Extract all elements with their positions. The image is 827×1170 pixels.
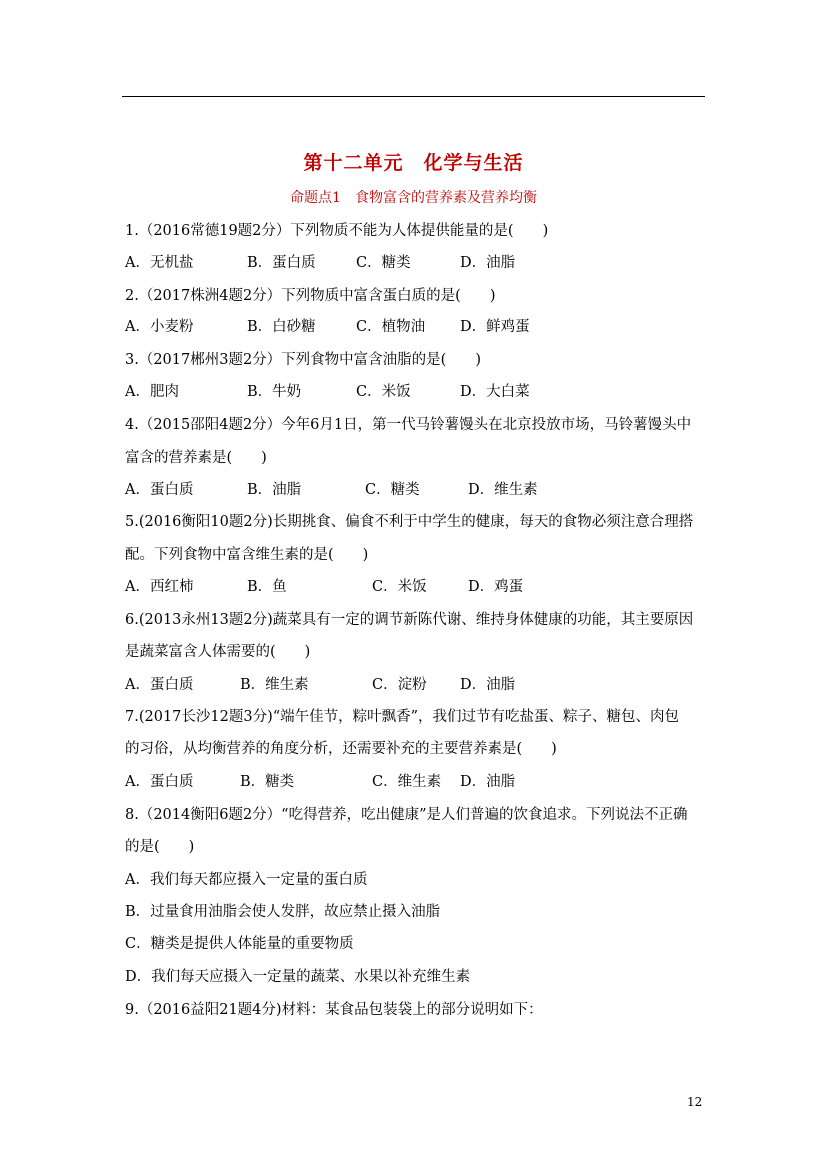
question-1-option-c: C．糖类 [356,255,411,271]
question-3-option-c: C．米饭 [356,384,411,400]
question-1-option-d: D．油脂 [460,255,516,271]
section-title: 命题点1 食物富含的营养素及营养均衡 [290,190,537,206]
question-7-option-d: D．油脂 [460,774,516,790]
question-6-option-d: D．油脂 [460,677,516,693]
question-9-stem: 9.（2016益阳21题4分)材料：某食品包装袋上的部分说明如下： [125,1002,543,1018]
question-2-stem: 2.（2017株洲4题2分）下列物质中富含蛋白质的是( ) [125,288,496,304]
question-7-option-b: B．糖类 [240,774,295,790]
question-8-stem-line-2: 的是( ) [125,839,195,855]
question-8-option-b: B．过量食用油脂会使人发胖，故应禁止摄入油脂 [125,904,441,920]
question-2-option-a: A．小麦粉 [125,319,194,335]
question-4-stem-line-2: 富含的营养素是( ) [125,450,267,466]
unit-title: 第十二单元 化学与生活 [303,152,524,174]
question-3-option-b: B．牛奶 [247,384,302,400]
question-3-option-d: D．大白菜 [460,384,530,400]
question-8-option-a: A．我们每天都应摄入一定量的蛋白质 [125,872,368,888]
question-1-option-b: B．蛋白质 [247,255,316,271]
question-2-option-b: B．白砂糖 [247,319,316,335]
question-2-option-c: C．植物油 [356,319,426,335]
question-5-option-c: C．米饭 [372,579,427,595]
question-6-stem-line-2: 是蔬菜富含人体需要的( ) [125,644,311,660]
question-5-option-d: D．鸡蛋 [468,579,524,595]
question-7-stem-line-2: 的习俗，从均衡营养的角度分析，还需要补充的主要营养素是( ) [125,741,557,757]
question-4-option-d: D．维生素 [468,482,538,498]
question-7-stem-line-1: 7.(2017长沙12题3分)“端午佳节，粽叶飘香”，我们过节有吃盐蛋、粽子、糖包、肉包 [125,709,680,725]
question-2-option-d: D．鲜鸡蛋 [460,319,530,335]
question-5-option-a: A．西红柿 [125,579,194,595]
page-number: 12 [687,1095,703,1109]
question-7-option-a: A．蛋白质 [125,774,194,790]
question-3-option-a: A．肥肉 [125,384,179,400]
question-6-option-c: C．淀粉 [372,677,427,693]
question-5-option-b: B．鱼 [247,579,287,595]
question-1-stem: 1.（2016常德19题2分）下列物质不能为人体提供能量的是( ) [125,223,549,239]
question-1-option-a: A．无机盐 [125,255,194,271]
question-5-stem-line-2: 配。下列食物中富含维生素的是( ) [125,547,369,563]
question-3-stem: 3.（2017郴州3题2分）下列食物中富含油脂的是( ) [125,352,481,368]
question-4-option-c: C．糖类 [365,482,420,498]
question-5-stem-line-1: 5.(2016衡阳10题2分)长期挑食、偏食不利于中学生的健康，每天的食物必须注意合理搭 [125,514,694,530]
question-8-option-d: D．我们每天应摄入一定量的蔬菜、水果以补充维生素 [125,969,471,985]
question-4-option-a: A．蛋白质 [125,482,194,498]
question-6-option-a: A．蛋白质 [125,677,194,693]
question-6-option-b: B．维生素 [240,677,309,693]
question-8-stem-line-1: 8.（2014衡阳6题2分）“吃得营养，吃出健康”是人们普遍的饮食追求。下列说法不正确 [125,807,688,823]
question-7-option-c: C．维生素 [372,774,442,790]
question-4-option-b: B．油脂 [247,482,302,498]
question-8-option-c: C．糖类是提供人体能量的重要物质 [125,936,354,952]
question-6-stem-line-1: 6.(2013永州13题2分)蔬菜具有一定的调节新陈代谢、维持身体健康的功能，其主要原因 [125,612,694,628]
header-rule [122,96,705,97]
question-4-stem-line-1: 4.（2015邵阳4题2分）今年6月1日，第一代马铃薯馒头在北京投放市场，马铃薯馒头中 [125,417,692,433]
